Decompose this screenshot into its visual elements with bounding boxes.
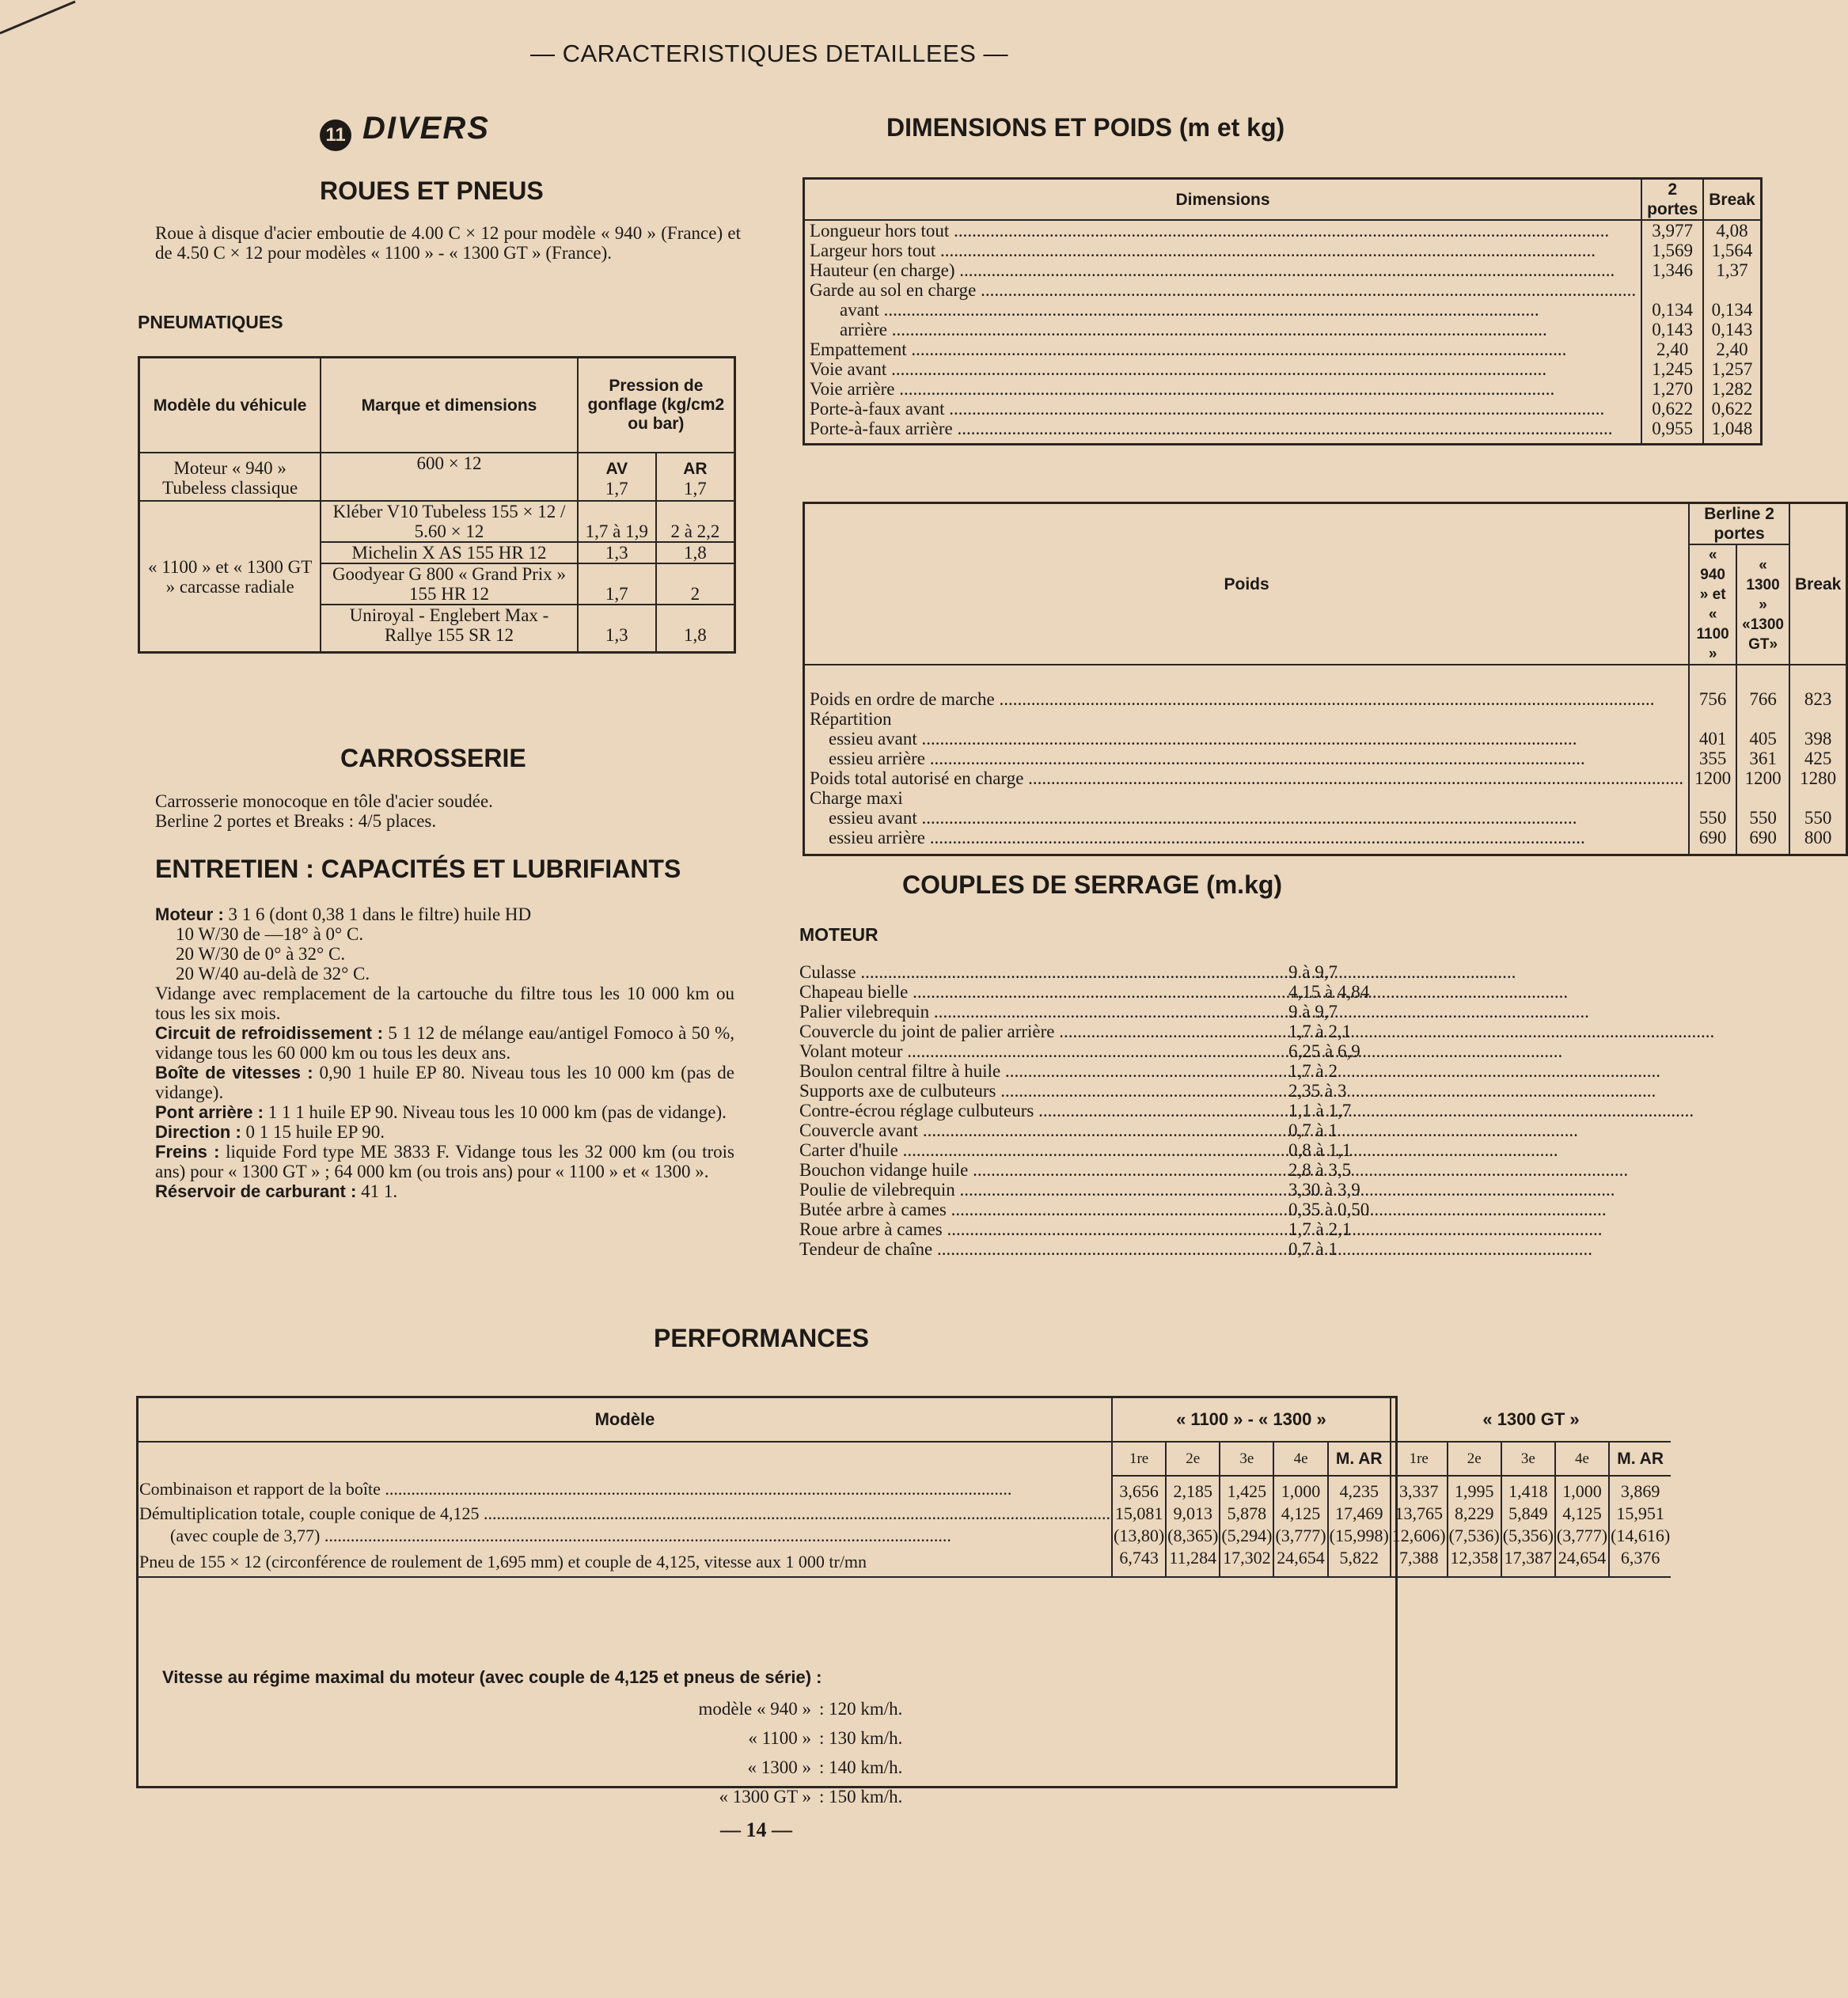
entretien-reservoir-text: 41 1. <box>361 1181 398 1201</box>
perf-value: 1,425 <box>1220 1476 1273 1503</box>
perf-value: 3,869 <box>1609 1476 1671 1503</box>
vitesse-model: « 1300 GT » <box>719 1787 811 1807</box>
page-number: — 14 — <box>720 1818 792 1841</box>
torque-label: Tendeur de chaîne ..... <box>799 1239 1282 1259</box>
dim-row-label: Largeur hors tout ..... <box>804 241 1642 260</box>
dim-row-break: 0,134 <box>1703 300 1761 320</box>
perf-value: 12,358 <box>1448 1547 1501 1577</box>
poids-row-940: 1200 <box>1689 768 1736 788</box>
pneus-row-0-av: 1,7 à 1,9 <box>578 501 656 542</box>
perf-gear-header: 4e <box>1555 1442 1609 1476</box>
poids-row-label: essieu avant ..... <box>804 808 1690 828</box>
poids-h-940: « 940 » et « 1100 » <box>1689 544 1736 665</box>
poids-row-940: 690 <box>1689 828 1736 855</box>
poids-row <box>804 729 1847 749</box>
carrosserie-text <box>155 791 741 831</box>
poids-row-break <box>1789 709 1847 729</box>
perf-value: 9,013 <box>1166 1503 1220 1525</box>
dim-row <box>804 241 1762 260</box>
poids-row-break: 1280 <box>1789 768 1847 788</box>
poids-row-940 <box>1689 788 1736 808</box>
dimensions-title: DIMENSIONS ET POIDS (m et kg) <box>886 113 1285 142</box>
performances-title: PERFORMANCES <box>654 1324 870 1352</box>
perf-h-1300gt: « 1300 GT » <box>1391 1398 1671 1442</box>
dim-row-break: 4,08 <box>1703 220 1761 241</box>
entretien-boite-label: Boîte de vitesses : <box>155 1063 313 1082</box>
couples-list <box>799 962 1415 1259</box>
perf-gear-header: M. AR <box>1609 1442 1671 1476</box>
dim-row-label: arrière ..... <box>804 320 1642 339</box>
dim-row <box>804 339 1762 359</box>
perf-value: 5,822 <box>1328 1547 1391 1577</box>
poids-row-940: 401 <box>1689 729 1736 749</box>
dim-row-label: Voie arrière ..... <box>804 379 1642 399</box>
perf-value: 6,743 <box>1112 1547 1166 1577</box>
pneus-col-pression: Pression de gonflage (kg/cm2 ou bar) <box>578 358 735 453</box>
perf-value: (13,80) <box>1114 1526 1165 1545</box>
torque-row <box>799 982 1415 1002</box>
entretien-moteur-text: 3 1 6 (dont 0,38 1 dans le filtre) huile HD <box>228 904 532 924</box>
torque-row <box>799 1200 1415 1219</box>
perf-value: (3,777) <box>1275 1526 1326 1545</box>
poids-row-break: 550 <box>1789 808 1847 828</box>
roues-text: Roue à disque d'acier emboutie de 4.00 C × 12 pour modèle « 940 » (France) et de 4.50 C × 12 pour modèles « 1100 » - « 1300 GT » (France). <box>155 223 741 263</box>
torque-label: Couvercle avant ..... <box>799 1120 1282 1140</box>
dim-row <box>804 260 1762 280</box>
perf-gear-header: 2e <box>1448 1442 1501 1476</box>
pneus-row-0-dim: Kléber V10 Tubeless 155 × 12 / 5.60 × 12 <box>321 501 577 542</box>
pneus-940-av: AV 1,7 <box>578 453 656 501</box>
entretien-pont-label: Pont arrière : <box>155 1102 264 1122</box>
entretien-direction-label: Direction : <box>155 1122 241 1142</box>
dim-row <box>804 379 1762 399</box>
pneus-row-1-av: 1,3 <box>578 542 656 563</box>
torque-row <box>799 1081 1415 1101</box>
couples-moteur: MOTEUR <box>799 924 878 945</box>
pneus-model-1100: « 1100 » et « 1300 GT » carcasse radiale <box>147 556 313 597</box>
poids-row-1300: 550 <box>1736 808 1789 828</box>
perf-value: 13,765 <box>1391 1503 1448 1525</box>
torque-row <box>799 1022 1415 1041</box>
torque-row <box>799 1160 1415 1180</box>
dim-row-2portes: 1,270 <box>1641 379 1703 399</box>
torque-value: 1,1 à 1,7 <box>1288 1101 1352 1120</box>
perf-value: 24,654 <box>1555 1547 1609 1577</box>
perf-value: 17,387 <box>1501 1547 1555 1577</box>
poids-h-1300: « 1300 » «1300 GT» <box>1736 544 1789 665</box>
perf-value: 6,376 <box>1609 1547 1671 1577</box>
dim-row-break: 1,048 <box>1703 419 1761 445</box>
poids-row-1300 <box>1736 709 1789 729</box>
dim-row-label: Garde au sol en charge ..... <box>804 280 1642 300</box>
perf-value: (5,356) <box>1502 1526 1554 1545</box>
torque-label: Bouchon vidange huile ..... <box>799 1160 1282 1180</box>
perf-value: 1,000 <box>1555 1476 1609 1503</box>
dim-row-label: Longueur hors tout ..... <box>804 220 1642 241</box>
performances-table <box>139 1398 1671 1578</box>
perf-value: 8,229 <box>1448 1503 1501 1525</box>
perf-value: 5,849 <box>1501 1503 1555 1525</box>
vitesse-value: : 150 km/h. <box>819 1787 903 1807</box>
dim-h-2portes: 2 portes <box>1641 179 1703 221</box>
section-number: 11 <box>320 119 351 151</box>
torque-row <box>799 1061 1415 1081</box>
poids-row-break: 800 <box>1789 828 1847 855</box>
dim-row-2portes: 3,977 <box>1641 220 1703 241</box>
pneus-row-3-av: 1,3 <box>578 605 656 653</box>
torque-value: 1,7 à 2,1 <box>1288 1022 1352 1041</box>
torque-label: Chapeau bielle ..... <box>799 982 1282 1002</box>
torque-value: 4,15 à 4,84 <box>1288 982 1370 1002</box>
perf-gear-header: 2e <box>1166 1442 1220 1476</box>
torque-value: 0,7 à 1 <box>1288 1239 1338 1259</box>
perf-value: 15,081 <box>1112 1503 1166 1525</box>
poids-row <box>804 828 1847 855</box>
perf-gear-header: 3e <box>1220 1442 1273 1476</box>
poids-row-label: essieu avant ..... <box>804 729 1690 749</box>
poids-row-1300 <box>1736 788 1789 808</box>
vitesse-value: : 130 km/h. <box>819 1728 903 1748</box>
dim-row-2portes: 0,134 <box>1641 300 1703 320</box>
dim-row-2portes: 0,622 <box>1641 399 1703 419</box>
perf-value: (3,777) <box>1556 1526 1608 1545</box>
pneus-row-0-ar: 2 à 2,2 <box>656 501 735 542</box>
dim-row-2portes: 1,346 <box>1641 260 1703 280</box>
perf-value: 24,654 <box>1273 1547 1327 1577</box>
entretien-vidange: Vidange avec remplacement de la cartouche du filtre tous les 10 000 km ou tous les six mois. <box>155 984 734 1023</box>
perf-value: 5,878 <box>1220 1503 1273 1525</box>
vitesse-intro: Vitesse au régime maximal du moteur (avec couple de 4,125 et pneus de série) : <box>162 1667 822 1687</box>
torque-value: 9 à 9,7 <box>1288 962 1338 982</box>
perf-value: 12,606) <box>1391 1526 1446 1545</box>
torque-row <box>799 1120 1415 1140</box>
entretien-freins-text: liquide Ford type ME 3833 F. Vidange tous les 32 000 km (ou trois ans) pour « 1300 GT » ; 64 000 km (ou trois ans) pour « 1100 » et « 1300 ». <box>155 1142 735 1181</box>
dim-row-label: Empattement ..... <box>804 339 1642 359</box>
perf-value: (5,294) <box>1221 1526 1273 1545</box>
performances-box <box>136 1396 1671 1807</box>
torque-value: 3,30 à 3,9 <box>1288 1180 1360 1200</box>
perf-row2-label2: (avec couple de 3,77) ..... <box>139 1525 1112 1547</box>
perf-value: (15,998) <box>1329 1526 1389 1545</box>
entretien-title: ENTRETIEN : CAPACITÉS ET LUBRIFIANTS <box>155 855 681 883</box>
poids-row-940 <box>1689 709 1736 729</box>
torque-label: Couvercle du joint de palier arrière ..... <box>799 1022 1282 1041</box>
poids-row <box>804 768 1847 788</box>
perf-gear-header: 4e <box>1273 1442 1327 1476</box>
vitesse-row <box>645 1723 902 1753</box>
perf-value: 4,235 <box>1328 1476 1391 1503</box>
dim-row-label: avant ..... <box>804 300 1642 320</box>
carrosserie-line-2: Berline 2 portes et Breaks : 4/5 places. <box>155 811 437 831</box>
poids-row <box>804 749 1847 768</box>
torque-label: Volant moteur ..... <box>799 1041 1282 1061</box>
poids-row-1300: 690 <box>1736 828 1789 855</box>
torque-row <box>799 1002 1415 1022</box>
couples-title: COUPLES DE SERRAGE (m.kg) <box>902 870 1283 899</box>
poids-row-label: Poids en ordre de marche ..... <box>804 665 1690 709</box>
pneus-row-2-ar: 2 <box>656 563 735 605</box>
poids-row-1300: 361 <box>1736 749 1789 768</box>
perf-value: 7,388 <box>1391 1547 1448 1577</box>
torque-value: 6,25 à 6,9 <box>1288 1041 1360 1061</box>
pneus-row-2-dim: Goodyear G 800 « Grand Prix » 155 HR 12 <box>321 563 577 605</box>
torque-label: Palier vilebrequin ..... <box>799 1002 1282 1022</box>
entretien-pont-text: 1 1 1 huile EP 90. Niveau tous les 10 000 km (pas de vidange). <box>268 1102 727 1122</box>
torque-label: Contre-écrou réglage culbuteurs ..... <box>799 1101 1282 1120</box>
entretien-refroid-text: 5 1 12 de mélange eau/antigel Fomoco à 50 %, vidange tous les 60 000 km ou tous les deux ans. <box>155 1023 734 1063</box>
poids-h-break: Break <box>1789 503 1847 665</box>
entretien-oil-2: 20 W/30 de 0° à 32° C. <box>176 944 346 964</box>
poids-row-break: 823 <box>1789 665 1847 709</box>
vitesse-value: : 140 km/h. <box>819 1757 903 1777</box>
vitesse-list <box>645 1694 902 1811</box>
pneus-ar-label: AR <box>683 460 708 478</box>
poids-h-berline: Berline 2 portes <box>1689 503 1789 545</box>
dim-row-break: 0,143 <box>1703 320 1761 339</box>
dim-row-break: 0,622 <box>1703 399 1761 419</box>
poids-h-poids: Poids <box>804 503 1690 665</box>
perf-gear-header: 1re <box>1391 1442 1448 1476</box>
section-heading <box>320 111 490 151</box>
torque-label: Roue arbre à cames ..... <box>799 1219 1282 1239</box>
dimensions-table <box>803 177 1763 445</box>
poids-row-label: essieu arrière ..... <box>804 828 1690 855</box>
poids-row <box>804 665 1847 709</box>
perf-value: (14,616) <box>1611 1526 1671 1545</box>
vitesse-row <box>645 1694 902 1723</box>
dim-row-label: Porte-à-faux avant ..... <box>804 399 1642 419</box>
pneus-940-ar: AR 1,7 <box>656 453 735 501</box>
perf-value: 17,469 <box>1328 1503 1391 1525</box>
poids-row <box>804 808 1847 828</box>
entretien-direction-text: 0 1 15 huile EP 90. <box>245 1122 385 1142</box>
perf-value: 1,418 <box>1501 1476 1555 1503</box>
entretien-refroid-label: Circuit de refroidissement : <box>155 1023 384 1043</box>
poids-row-break: 425 <box>1789 749 1847 768</box>
carrosserie-line-1: Carrosserie monocoque en tôle d'acier soudée. <box>155 791 493 811</box>
poids-row-break <box>1789 788 1847 808</box>
poids-row-label: Charge maxi <box>810 788 903 808</box>
pneus-row-1-ar: 1,8 <box>656 542 735 563</box>
torque-label: Culasse ..... <box>799 962 1282 982</box>
dim-row <box>804 300 1762 320</box>
entretien-boite-text: 0,90 1 huile EP 80. Niveau tous les 10 000 km (pas de vidange). <box>155 1063 735 1102</box>
perf-row2-label: Démultiplication totale, couple conique de 4,125 ..... <box>139 1503 1112 1525</box>
entretien-oil-3: 20 W/40 au-delà de 32° C. <box>176 964 370 984</box>
dim-row-2portes: 0,955 <box>1641 419 1703 445</box>
dim-h-break: Break <box>1703 179 1761 221</box>
perf-value: 1,000 <box>1273 1476 1327 1503</box>
poids-table <box>803 502 1848 856</box>
dim-row-break <box>1703 280 1761 300</box>
poids-row-1300: 766 <box>1736 665 1789 709</box>
perf-gear-header: 1re <box>1112 1442 1166 1476</box>
dim-row-break: 1,257 <box>1703 359 1761 379</box>
perf-value: 1,995 <box>1448 1476 1501 1503</box>
entretien-moteur-label: Moteur : <box>155 904 224 924</box>
entretien-oil-1: 10 W/30 de —18° à 0° C. <box>176 924 364 944</box>
vitesse-model: « 1100 » <box>748 1728 811 1748</box>
poids-row <box>804 709 1847 729</box>
dim-row-2portes: 0,143 <box>1641 320 1703 339</box>
poids-row-940: 355 <box>1689 749 1736 768</box>
dim-row <box>804 399 1762 419</box>
perf-value: 4,125 <box>1273 1503 1327 1525</box>
pneus-table <box>138 356 736 654</box>
vitesse-model: « 1300 » <box>747 1757 811 1777</box>
perf-gear-header: 3e <box>1501 1442 1555 1476</box>
pneus-row-3-dim: Uniroyal - Englebert Max - Rallye 155 SR 12 <box>321 605 577 653</box>
dim-row-break: 2,40 <box>1703 339 1761 359</box>
dim-row-break: 1,564 <box>1703 241 1761 260</box>
poids-row-1300: 1200 <box>1736 768 1789 788</box>
dim-row-label: Hauteur (en charge) ..... <box>804 260 1642 280</box>
dim-row-2portes: 1,245 <box>1641 359 1703 379</box>
perf-row1-label: Combinaison et rapport de la boîte ..... <box>139 1476 1112 1503</box>
torque-row <box>799 1140 1415 1160</box>
roues-title: ROUES ET PNEUS <box>320 176 544 205</box>
section-title: DIVERS <box>362 111 490 146</box>
torque-label: Boulon central filtre à huile ..... <box>799 1061 1282 1081</box>
dim-row-2portes <box>1641 280 1703 300</box>
pneus-row-1-dim: Michelin X AS 155 HR 12 <box>321 542 577 563</box>
perf-value: (8,365) <box>1167 1526 1219 1545</box>
dim-row-2portes: 1,569 <box>1641 241 1703 260</box>
perf-value: 3,656 <box>1112 1476 1166 1503</box>
poids-row-940: 550 <box>1689 808 1736 828</box>
torque-row <box>799 1101 1415 1120</box>
dim-row-label: Porte-à-faux arrière ..... <box>804 419 1642 445</box>
dim-row <box>804 220 1762 241</box>
perf-value: 15,951 <box>1609 1503 1671 1525</box>
pneus-row-2-av: 1,7 <box>578 563 656 605</box>
torque-value: 1,7 à 2 <box>1288 1061 1338 1081</box>
torque-row <box>799 1219 1415 1239</box>
pneus-940-dim: 600 × 12 <box>321 453 577 501</box>
perf-row3-label: Pneu de 155 × 12 (circonférence de roulement de 1,695 mm) et couple de 4,125, vitesse aux 1 000 tr/mn <box>139 1547 1112 1577</box>
torque-label: Carter d'huile ..... <box>799 1140 1282 1160</box>
torque-value: 9 à 9,7 <box>1288 1002 1338 1022</box>
perf-value: 11,284 <box>1166 1547 1220 1577</box>
vitesse-value: : 120 km/h. <box>819 1699 903 1719</box>
torque-row <box>799 962 1415 982</box>
entretien-block <box>155 904 734 1201</box>
dim-h-dimensions: Dimensions <box>804 179 1642 221</box>
pneus-title: PNEUMATIQUES <box>138 312 283 332</box>
perf-h-1100: « 1100 » - « 1300 » <box>1112 1398 1391 1442</box>
pneus-row-3-ar: 1,8 <box>656 605 735 653</box>
torque-row <box>799 1041 1415 1061</box>
poids-row-label: Répartition <box>810 709 892 729</box>
torque-value: 2,35 à 3 <box>1288 1081 1347 1101</box>
perf-value: 2,185 <box>1166 1476 1220 1503</box>
dim-row-label: Voie avant ..... <box>804 359 1642 379</box>
page-header: — CARACTERISTIQUES DETAILLEES — <box>530 40 1009 67</box>
vitesse-row <box>645 1753 902 1782</box>
dim-row-break: 1,37 <box>1703 260 1761 280</box>
vitesse-model: modèle « 940 » <box>698 1699 811 1719</box>
torque-row <box>799 1180 1415 1200</box>
poids-row-break: 398 <box>1789 729 1847 749</box>
torque-value: 1,7 à 2,1 <box>1288 1219 1352 1239</box>
entretien-freins-label: Freins : <box>155 1142 220 1162</box>
dim-row <box>804 359 1762 379</box>
poids-row-label: essieu arrière ..... <box>804 749 1690 768</box>
perf-value: 4,125 <box>1555 1503 1609 1525</box>
poids-row-1300: 405 <box>1736 729 1789 749</box>
torque-value: 2,8 à 3,5 <box>1288 1160 1352 1180</box>
torque-value: 0,8 à 1,1 <box>1288 1140 1352 1160</box>
poids-row-940: 756 <box>1689 665 1736 709</box>
torque-value: 0,7 à 1 <box>1288 1120 1338 1140</box>
torque-label: Poulie de vilebrequin ..... <box>799 1180 1282 1200</box>
perf-h-modele: Modèle <box>139 1398 1112 1442</box>
torque-value: 0,35 à 0,50 <box>1288 1200 1370 1219</box>
dim-row <box>804 280 1762 300</box>
torque-label: Supports axe de culbuteurs ..... <box>799 1081 1282 1101</box>
pneus-col-marque: Marque et dimensions <box>321 358 577 453</box>
carrosserie-title: CARROSSERIE <box>340 744 526 772</box>
perf-value: (7,536) <box>1448 1526 1500 1545</box>
torque-label: Butée arbre à cames ..... <box>799 1200 1282 1219</box>
perf-value: 17,302 <box>1220 1547 1273 1577</box>
perf-gear-header: M. AR <box>1328 1442 1391 1476</box>
dim-row-2portes: 2,40 <box>1641 339 1703 359</box>
entretien-reservoir-label: Réservoir de carburant : <box>155 1181 357 1201</box>
pneus-model-940: Moteur « 940 » Tubeless classique <box>139 453 321 501</box>
poids-row <box>804 788 1847 808</box>
dim-row <box>804 419 1762 445</box>
vitesse-row <box>645 1782 902 1811</box>
pneus-av-label: AV <box>605 460 628 478</box>
dim-row <box>804 320 1762 339</box>
perf-value: 3,337 <box>1391 1476 1448 1503</box>
torque-row <box>799 1239 1415 1259</box>
poids-row-label: Poids total autorisé en charge ..... <box>804 768 1690 788</box>
pneus-col-modele: Modèle du véhicule <box>139 358 321 453</box>
dim-row-break: 1,282 <box>1703 379 1761 399</box>
